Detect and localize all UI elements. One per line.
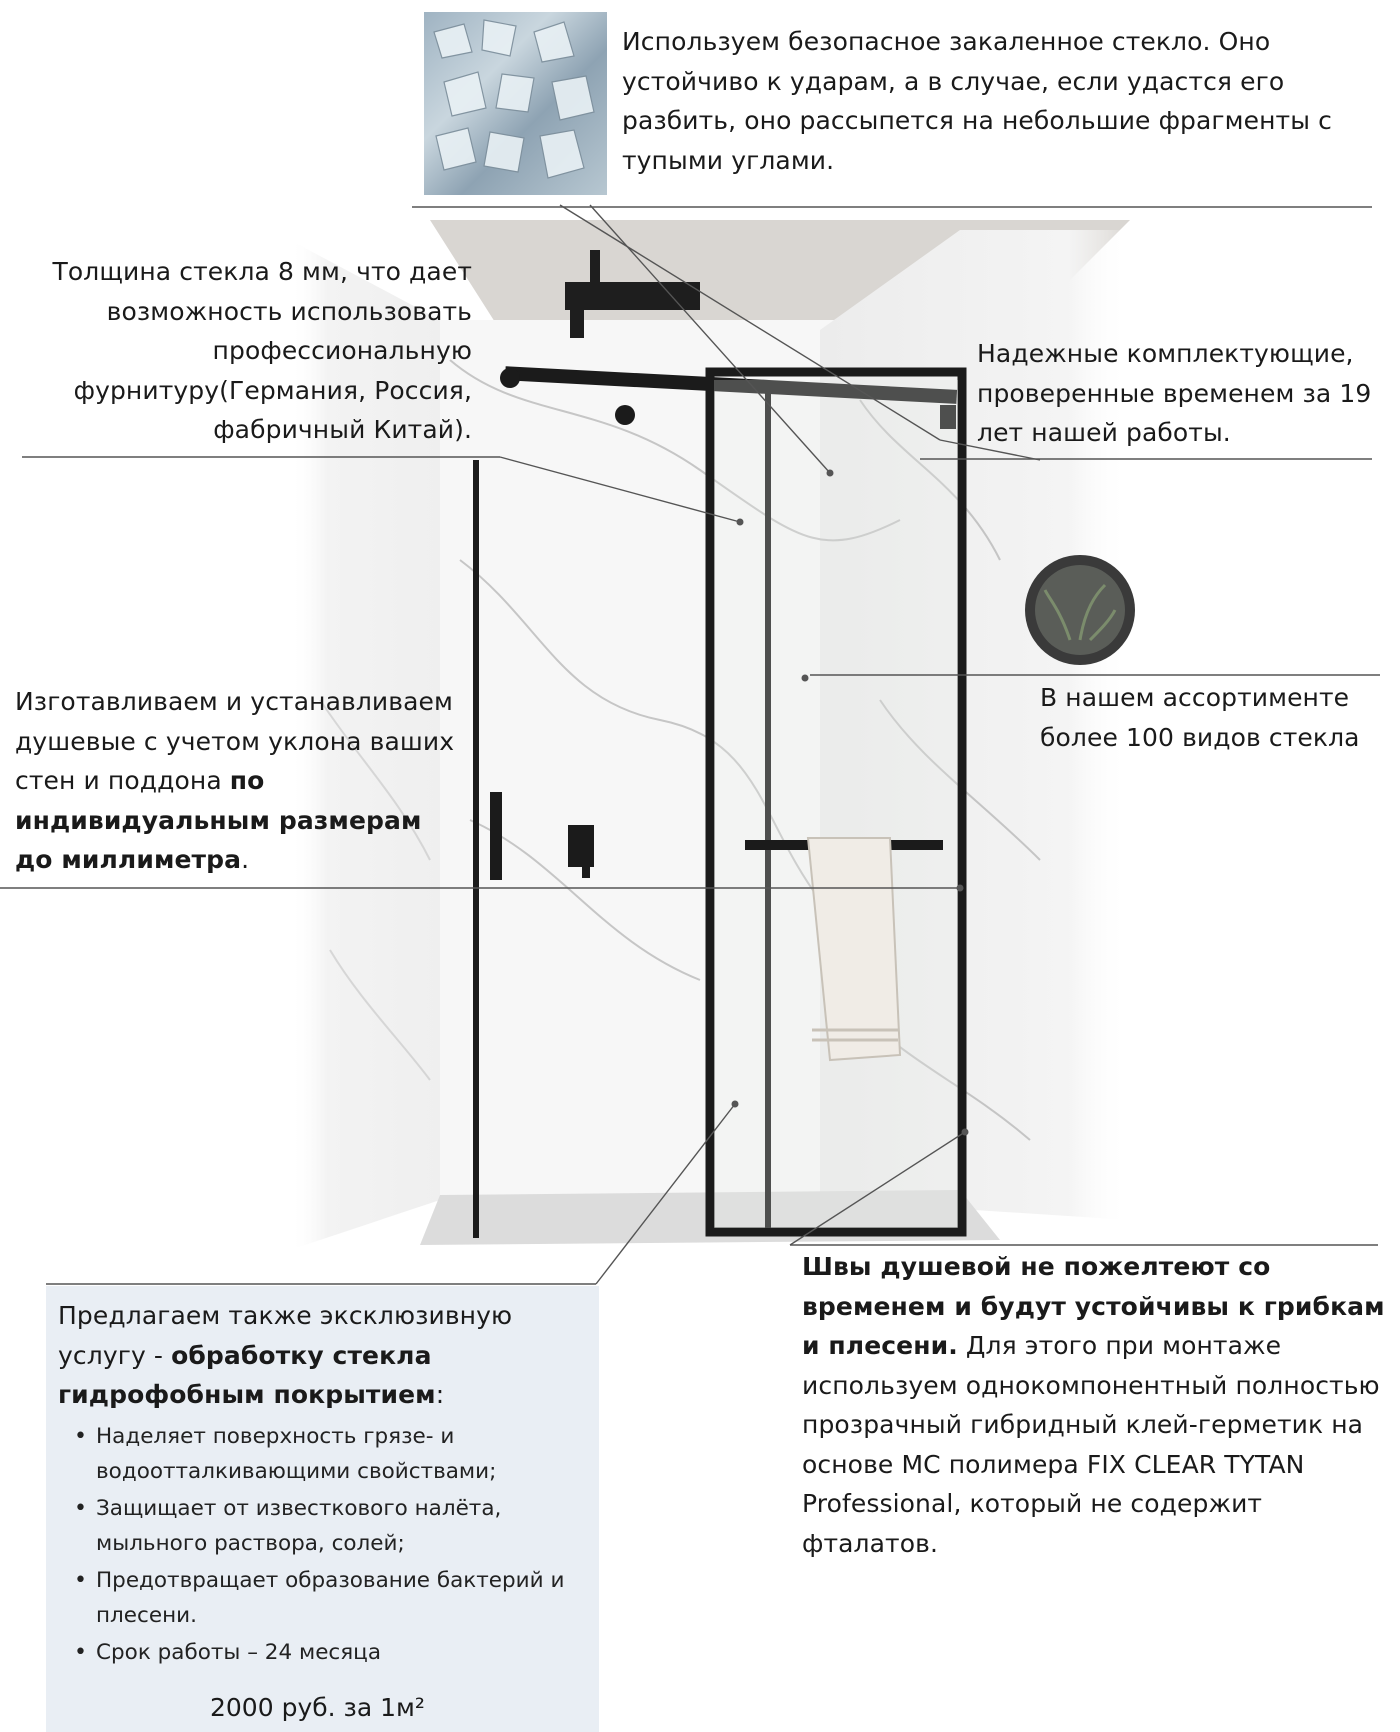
service-intro [58, 1296, 578, 1415]
tempered-glass-image [424, 12, 607, 195]
glass-fragments-icon [424, 12, 607, 195]
list-item: • Защищает от известкового налёта, мыльного раствора, солей; [70, 1492, 590, 1561]
seams-text [802, 1247, 1392, 1563]
seams-bold: Швы душевой не пожелтеют со временем и будут устойчивы к грибкам и плесени. [802, 1252, 1385, 1360]
custom-sizes-text [15, 682, 455, 880]
list-item: • Предотвращает образование бактерий и плесени. [70, 1564, 590, 1633]
service-benefits-list [70, 1420, 590, 1674]
service-intro-bold: обработку стекла гидрофобным покрытием [58, 1340, 436, 1409]
custom-sizes-bold: по индивидуальным размерам до миллиметра [15, 766, 422, 874]
list-item: • Наделяет поверхность грязе- и водоотталкивающими свойствами; [70, 1420, 590, 1489]
tempered-glass-text: Используем безопасное закаленное стекло. Оно устойчиво к ударам, а в случае, если удастся его разбить, оно рассыпется на небольшие фрагменты с тупыми углами. [622, 27, 1332, 175]
seams-rest: Для этого при монтаже используем однокомпонентный полностью прозрачный гибридный клей-герметик на основе МС полимера FIX CLEAR TYTAN Professional, который не содержит фталатов. [802, 1331, 1380, 1558]
custom-sizes-pre: Изготавливаем и устанавливаем душевые с учетом уклона ваших стен и поддона [15, 687, 455, 795]
service-intro-pre: Предлагаем также эксклюзивную услугу - [58, 1301, 513, 1370]
hardware-text: Надежные комплектующие, проверенные временем за 19 лет нашей работы. [977, 339, 1372, 447]
service-intro-post: : [435, 1380, 445, 1409]
custom-sizes-post: . [241, 845, 250, 874]
assortment-text: В нашем ассортименте более 100 видов стекла [1040, 683, 1360, 752]
glass-thickness-text: Толщина стекла 8 мм, что дает возможность использовать профессиональную фурнитуру(Германия, Россия, фабричный Китай). [52, 257, 472, 444]
list-item: • Срок работы – 24 месяца [70, 1636, 590, 1671]
service-price: 2000 руб. за 1м² [210, 1693, 425, 1722]
